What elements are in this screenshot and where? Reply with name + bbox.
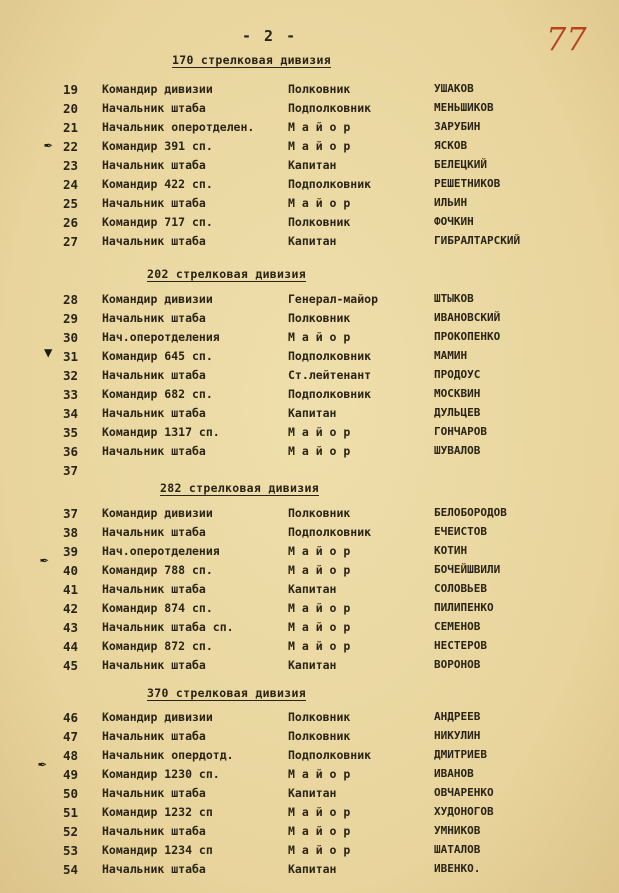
position-cell: Нач.оперотделения	[102, 330, 220, 344]
surname-cell: НЕСТЕРОВ	[434, 639, 487, 652]
rank-cell: М а й о р	[288, 805, 351, 819]
surname-cell: ИВАНОВ	[434, 767, 474, 780]
table-row	[0, 196, 619, 215]
rank-cell: М а й о р	[288, 139, 351, 153]
row-number: 29	[63, 311, 79, 326]
position-cell: Начальник штаба	[102, 101, 206, 115]
surname-cell: ДУЛЬЦЕВ	[434, 406, 481, 419]
table-row	[0, 601, 619, 620]
surname-cell: ИЛЬИН	[434, 196, 468, 209]
table-row	[0, 748, 619, 767]
table-row	[0, 139, 619, 158]
rank-cell: М а й о р	[288, 767, 351, 781]
position-cell: Начальник штаба	[102, 311, 206, 325]
rank-cell: М а й о р	[288, 120, 351, 134]
row-number: 43	[63, 620, 79, 635]
row-number: 40	[63, 563, 79, 578]
position-cell: Начальник штаба	[102, 444, 206, 458]
table-row	[0, 425, 619, 444]
surname-cell: БЕЛЕЦКИЙ	[434, 158, 487, 171]
position-cell: Начальник штаба	[102, 525, 206, 539]
rank-cell: Подполковник	[288, 525, 372, 539]
position-cell: Командир 1234 сп	[102, 843, 213, 857]
row-number: 20	[63, 101, 79, 116]
row-number: 28	[63, 292, 79, 307]
row-number: 42	[63, 601, 79, 616]
rank-cell: Генерал-майор	[288, 292, 379, 306]
row-number: 33	[63, 387, 79, 402]
table-row	[0, 506, 619, 525]
position-cell: Начальник штаба сп.	[102, 620, 234, 634]
section-title-282: 282 стрелковая дивизия	[160, 481, 319, 495]
position-cell: Начальник штаба	[102, 158, 206, 172]
rank-cell: Полковник	[288, 215, 351, 229]
position-cell: Начальник штаба	[102, 406, 206, 420]
surname-cell: БОЧЕЙШВИЛИ	[434, 563, 501, 576]
rank-cell: М а й о р	[288, 601, 351, 615]
rank-cell: Полковник	[288, 506, 351, 520]
row-number: 52	[63, 824, 79, 839]
surname-cell: УМНИКОВ	[434, 824, 481, 837]
position-cell: Командир 788 сп.	[102, 563, 213, 577]
rank-cell: М а й о р	[288, 444, 351, 458]
rank-cell: Капитан	[288, 786, 337, 800]
row-number: 30	[63, 330, 79, 345]
position-cell: Начальник штаба	[102, 582, 206, 596]
row-number: 54	[63, 862, 79, 877]
surname-cell: ИВАНОВСКИЙ	[434, 311, 501, 324]
table-row	[0, 215, 619, 234]
table-row	[0, 406, 619, 425]
table-row	[0, 786, 619, 805]
row-number: 24	[63, 177, 79, 192]
position-cell: Командир 717 сп.	[102, 215, 213, 229]
row-number: 53	[63, 843, 79, 858]
row-number: 37	[63, 463, 79, 478]
table-row	[0, 330, 619, 349]
rank-cell: Полковник	[288, 710, 351, 724]
surname-cell: ГИБРАЛТАРСКИЙ	[434, 234, 521, 247]
row-number: 36	[63, 444, 79, 459]
surname-cell: ПИЛИПЕНКО	[434, 601, 494, 614]
table-row	[0, 862, 619, 881]
surname-cell: ЕЧЕИСТОВ	[434, 525, 487, 538]
rank-cell: М а й о р	[288, 544, 351, 558]
rank-cell: Ст.лейтенант	[288, 368, 372, 382]
row-number: 19	[63, 82, 79, 97]
position-cell: Командир дивизии	[102, 710, 213, 724]
rank-cell: Полковник	[288, 311, 351, 325]
rank-cell: Подполковник	[288, 349, 372, 363]
table-row	[0, 387, 619, 406]
table-row	[0, 824, 619, 843]
rank-cell: Подполковник	[288, 748, 372, 762]
table-row	[0, 525, 619, 544]
position-cell: Командир 391 сп.	[102, 139, 213, 153]
rank-cell: М а й о р	[288, 620, 351, 634]
position-cell: Командир 874 сп.	[102, 601, 213, 615]
table-row	[0, 177, 619, 196]
rank-cell: Подполковник	[288, 101, 372, 115]
position-cell: Нач.оперотделения	[102, 544, 220, 558]
rank-cell: М а й о р	[288, 196, 351, 210]
position-cell: Начальник опердотд.	[102, 748, 234, 762]
row-number: 27	[63, 234, 79, 249]
rank-cell: М а й о р	[288, 330, 351, 344]
table-row	[0, 444, 619, 463]
row-number: 47	[63, 729, 79, 744]
position-cell: Командир дивизии	[102, 82, 213, 96]
row-number: 41	[63, 582, 79, 597]
position-cell: Командир дивизии	[102, 292, 213, 306]
position-cell: Начальник штаба	[102, 862, 206, 876]
table-row	[0, 234, 619, 253]
surname-cell: МЕНЬШИКОВ	[434, 101, 494, 114]
rank-cell: М а й о р	[288, 843, 351, 857]
surname-cell: КОТИН	[434, 544, 468, 557]
surname-cell: СЕМЕНОВ	[434, 620, 481, 633]
handwritten-page-number: 77	[546, 20, 587, 58]
table-row	[0, 544, 619, 563]
table-row	[0, 292, 619, 311]
surname-cell: ГОНЧАРОВ	[434, 425, 487, 438]
section-title-170: 170 стрелковая дивизия	[172, 53, 331, 67]
surname-cell: НИКУЛИН	[434, 729, 481, 742]
row-number: 38	[63, 525, 79, 540]
table-row	[0, 658, 619, 677]
rank-cell: Капитан	[288, 158, 337, 172]
rank-cell: Капитан	[288, 582, 337, 596]
surname-cell: ПРОКОПЕНКО	[434, 330, 501, 343]
position-cell: Командир 645 сп.	[102, 349, 213, 363]
table-row	[0, 710, 619, 729]
table-row	[0, 805, 619, 824]
surname-cell: ЯСКОВ	[434, 139, 468, 152]
row-number: 37	[63, 506, 79, 521]
rank-cell: М а й о р	[288, 563, 351, 577]
surname-cell: ХУДОНОГОВ	[434, 805, 494, 818]
row-number: 44	[63, 639, 79, 654]
row-number: 51	[63, 805, 79, 820]
margin-mark-icon: ▼	[44, 345, 53, 361]
surname-cell: ОВЧАРЕНКО	[434, 786, 494, 799]
margin-mark-icon: ✒	[38, 756, 47, 772]
surname-cell: МОСКВИН	[434, 387, 481, 400]
surname-cell: СОЛОВЬЕВ	[434, 582, 487, 595]
row-number: 48	[63, 748, 79, 763]
surname-cell: ШУВАЛОВ	[434, 444, 481, 457]
rank-cell: Капитан	[288, 862, 337, 876]
table-row	[0, 620, 619, 639]
table-row	[0, 349, 619, 368]
row-number: 45	[63, 658, 79, 673]
rank-cell: Капитан	[288, 234, 337, 248]
position-cell: Начальник штаба	[102, 729, 206, 743]
table-row	[0, 639, 619, 658]
row-number: 23	[63, 158, 79, 173]
position-cell: Командир 1317 сп.	[102, 425, 220, 439]
table-row	[0, 563, 619, 582]
table-row	[0, 729, 619, 748]
table-row	[0, 82, 619, 101]
surname-cell: ДМИТРИЕВ	[434, 748, 487, 761]
row-number: 39	[63, 544, 79, 559]
rank-cell: Подполковник	[288, 177, 372, 191]
surname-cell: ПРОДОУС	[434, 368, 481, 381]
section-title-370: 370 стрелковая дивизия	[147, 686, 306, 700]
position-cell: Командир 682 сп.	[102, 387, 213, 401]
page-number: - 2 -	[242, 27, 298, 45]
row-number: 31	[63, 349, 79, 364]
position-cell: Командир 422 сп.	[102, 177, 213, 191]
table-row	[0, 311, 619, 330]
table-row	[0, 843, 619, 862]
table-row	[0, 120, 619, 139]
row-number: 21	[63, 120, 79, 135]
row-number: 49	[63, 767, 79, 782]
table-row	[0, 368, 619, 387]
row-number: 32	[63, 368, 79, 383]
surname-cell: ИВЕНКО.	[434, 862, 481, 875]
table-row	[0, 767, 619, 786]
row-number: 34	[63, 406, 79, 421]
surname-cell: БЕЛОБОРОДОВ	[434, 506, 507, 519]
rank-cell: Подполковник	[288, 387, 372, 401]
table-row	[0, 158, 619, 177]
row-number: 35	[63, 425, 79, 440]
position-cell: Начальник штаба	[102, 368, 206, 382]
position-cell: Начальник штаба	[102, 234, 206, 248]
surname-cell: ФОЧКИН	[434, 215, 474, 228]
position-cell: Командир дивизии	[102, 506, 213, 520]
margin-mark-icon: ✒	[44, 137, 53, 153]
position-cell: Командир 1232 сп	[102, 805, 213, 819]
rank-cell: Полковник	[288, 729, 351, 743]
surname-cell: АНДРЕЕВ	[434, 710, 481, 723]
rank-cell: Капитан	[288, 658, 337, 672]
position-cell: Начальник штаба	[102, 658, 206, 672]
section-title-202: 202 стрелковая дивизия	[147, 267, 306, 281]
surname-cell: ВОРОНОВ	[434, 658, 481, 671]
surname-cell: УШАКОВ	[434, 82, 474, 95]
rank-cell: Полковник	[288, 82, 351, 96]
row-number: 26	[63, 215, 79, 230]
position-cell: Командир 1230 сп.	[102, 767, 220, 781]
position-cell: Командир 872 сп.	[102, 639, 213, 653]
position-cell: Начальник оперотделен.	[102, 120, 255, 134]
surname-cell: ШТЫКОВ	[434, 292, 474, 305]
surname-cell: РЕШЕТНИКОВ	[434, 177, 501, 190]
margin-mark-icon: ✒	[40, 552, 49, 568]
surname-cell: ШАТАЛОВ	[434, 843, 481, 856]
rank-cell: М а й о р	[288, 639, 351, 653]
rank-cell: М а й о р	[288, 425, 351, 439]
table-row	[0, 101, 619, 120]
row-number: 22	[63, 139, 79, 154]
position-cell: Начальник штаба	[102, 824, 206, 838]
rank-cell: М а й о р	[288, 824, 351, 838]
row-number: 25	[63, 196, 79, 211]
table-row	[0, 582, 619, 601]
table-row	[0, 463, 619, 482]
rank-cell: Капитан	[288, 406, 337, 420]
position-cell: Начальник штаба	[102, 786, 206, 800]
position-cell: Начальник штаба	[102, 196, 206, 210]
surname-cell: ЗАРУБИН	[434, 120, 481, 133]
surname-cell: МАМИН	[434, 349, 468, 362]
row-number: 46	[63, 710, 79, 725]
row-number: 50	[63, 786, 79, 801]
